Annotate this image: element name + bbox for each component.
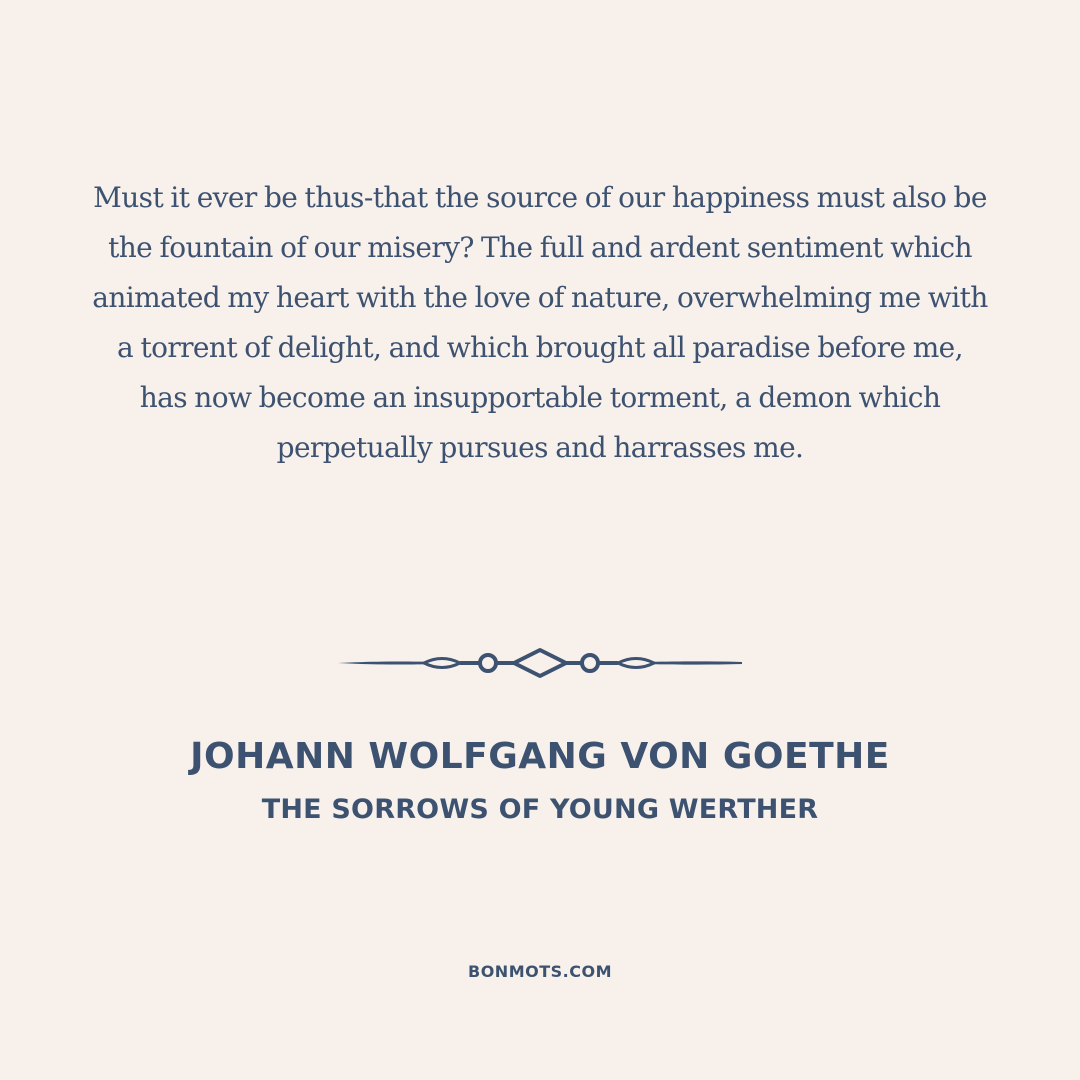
quote-text: Must it ever be thus-that the source of our happiness must also be the fountain of our misery? The full and ardent sentiment which animated my heart with the love of nature, overwhelming me with a torrent of delight, and which brought all paradise before me, has now become an insupportable torment, a demon which perpetually pursues and harrasses me.: [92, 181, 988, 464]
author-name: JOHANN WOLFGANG VON GOETHE: [190, 736, 890, 777]
work-title: THE SORROWS OF YOUNG WERTHER: [261, 794, 819, 825]
site-credit: BONMOTS.COM: [468, 962, 612, 981]
flourish-divider-icon: [336, 646, 744, 680]
